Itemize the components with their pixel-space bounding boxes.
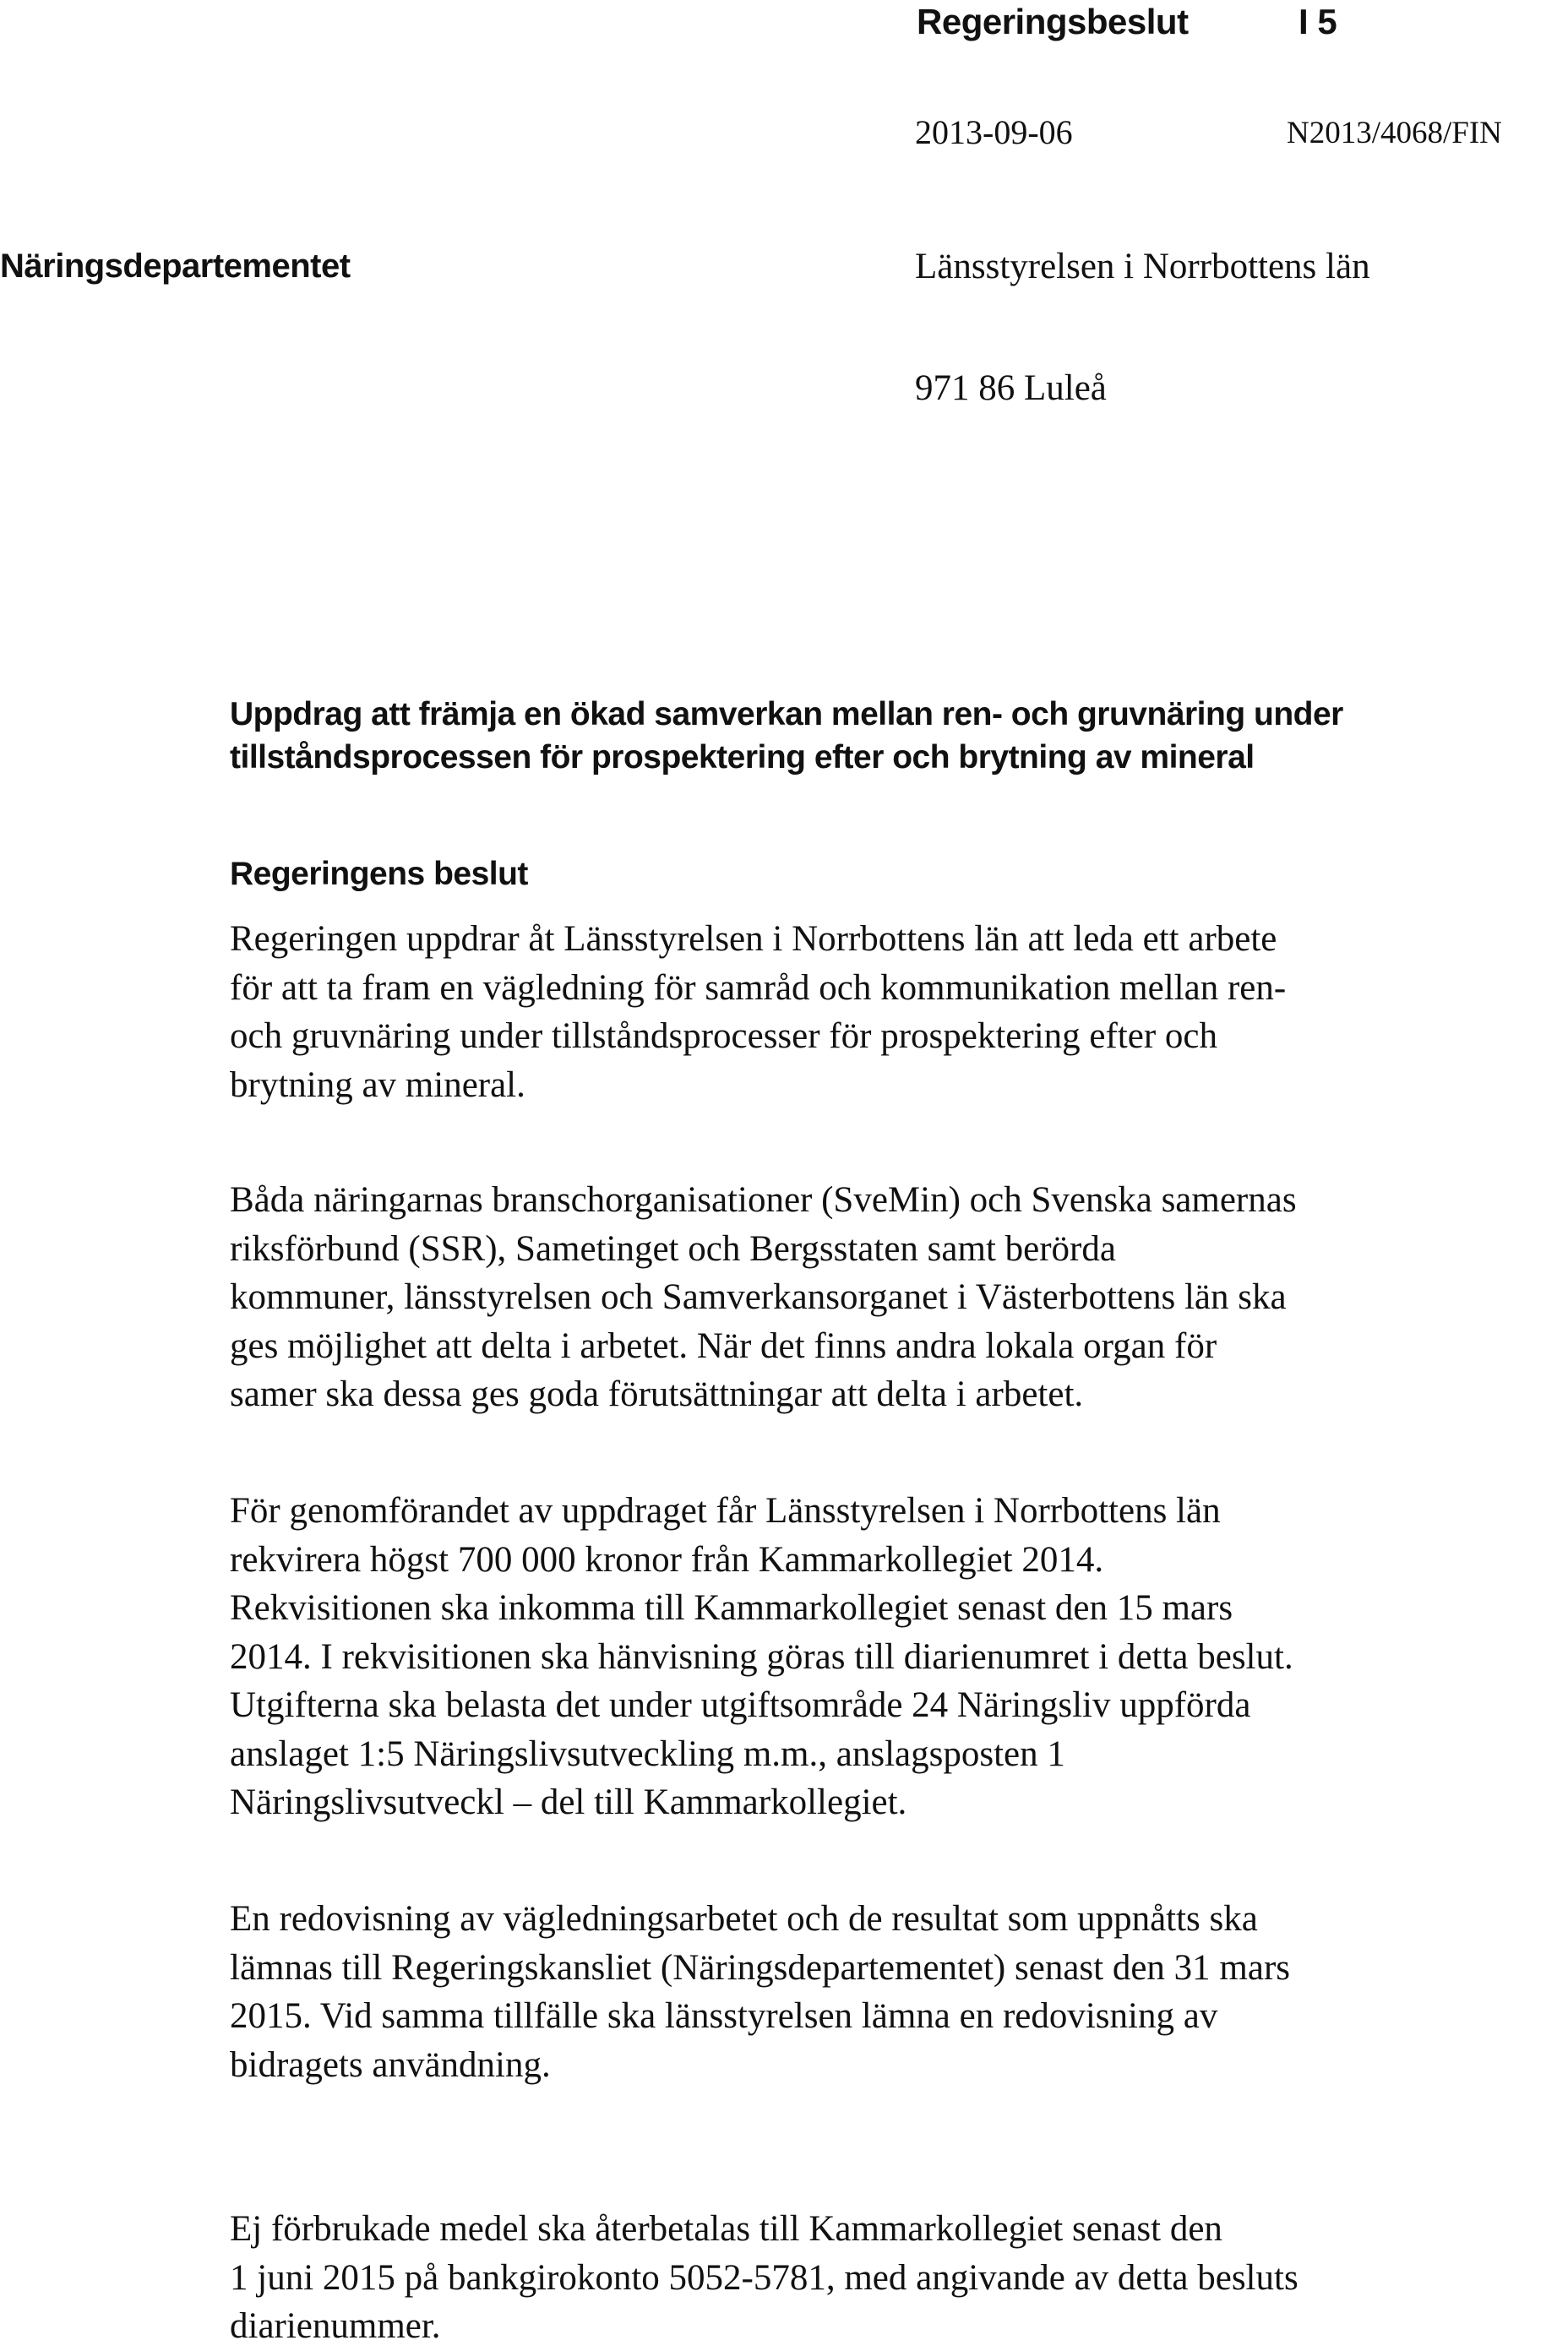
text-line: anslaget 1:5 Näringslivsutveckling m.m., anslagsposten 1 (230, 1733, 1065, 1774)
paragraph-repayment (230, 2205, 1556, 2351)
text-line: samer ska dessa ges goda förutsättningar att delta i arbetet. (230, 1374, 1084, 1414)
subject-line: tillståndsprocessen för prospektering efter och brytning av mineral (230, 739, 1255, 776)
text-line: brytning av mineral. (230, 1064, 525, 1105)
paragraph-reporting (230, 1895, 1556, 2089)
text-line: lämnas till Regeringskansliet (Näringsdepartementet) senast den 31 mars (230, 1947, 1290, 1988)
recipient-name: Länsstyrelsen i Norrbottens län (915, 247, 1370, 286)
section-heading: Regeringens beslut (230, 856, 528, 892)
paragraph-participants (230, 1176, 1556, 1419)
text-line: kommuner, länsstyrelsen och Samverkansorganet i Västerbottens län ska (230, 1277, 1287, 1317)
paragraph-funding (230, 1487, 1556, 1827)
sender-department: Näringsdepartementet (0, 248, 351, 285)
text-line: 2015. Vid samma tillfälle ska länsstyrelsen lämna en redovisning av (230, 1996, 1218, 2036)
text-line: Näringslivsutveckl – del till Kammarkollegiet. (230, 1782, 907, 1822)
paragraph-assignment (230, 915, 1556, 1109)
subject-heading (230, 693, 1548, 779)
page-number: I 5 (1298, 2, 1337, 41)
subject-line: Uppdrag att främja en ökad samverkan mellan ren- och gruvnäring under (230, 696, 1343, 732)
text-line: En redovisning av vägledningsarbetet och de resultat som uppnåtts ska (230, 1899, 1258, 1939)
reference-number: N2013/4068/FIN (1287, 116, 1502, 150)
text-line: rekvirera högst 700 000 kronor från Kammarkollegiet 2014. (230, 1539, 1104, 1580)
text-line: Rekvisitionen ska inkomma till Kammarkollegiet senast den 15 mars (230, 1588, 1233, 1628)
text-line: riksförbund (SSR), Sametinget och Bergsstaten samt berörda (230, 1228, 1116, 1269)
text-line: ges möjlighet att delta i arbetet. När det finns andra lokala organ för (230, 1325, 1217, 1366)
text-line: Ej förbrukade medel ska återbetalas till Kammarkollegiet senast den (230, 2209, 1222, 2249)
decision-date: 2013-09-06 (915, 113, 1073, 151)
recipient-address: 971 86 Luleå (915, 368, 1107, 408)
text-line: För genomförandet av uppdraget får Länsstyrelsen i Norrbottens län (230, 1491, 1221, 1531)
text-line: 2014. I rekvisitionen ska hänvisning göras till diarienumret i detta beslut. (230, 1636, 1293, 1677)
text-line: Utgifterna ska belasta det under utgiftsområde 24 Näringsliv uppförda (230, 1685, 1251, 1725)
document-type: Regeringsbeslut (917, 2, 1189, 41)
text-line: för att ta fram en vägledning för samråd och kommunikation mellan ren- (230, 967, 1287, 1008)
text-line: diarienummer. (230, 2306, 441, 2346)
text-line: Regeringen uppdrar åt Länsstyrelsen i Norrbottens län att leda ett arbete (230, 919, 1277, 959)
text-line: Båda näringarnas branschorganisationer (SveMin) och Svenska samernas (230, 1180, 1297, 1220)
text-line: 1 juni 2015 på bankgirokonto 5052-5781, med angivande av detta besluts (230, 2257, 1298, 2298)
text-line: bidragets användning. (230, 2044, 551, 2085)
text-line: och gruvnäring under tillståndsprocesser för prospektering efter och (230, 1016, 1217, 1056)
